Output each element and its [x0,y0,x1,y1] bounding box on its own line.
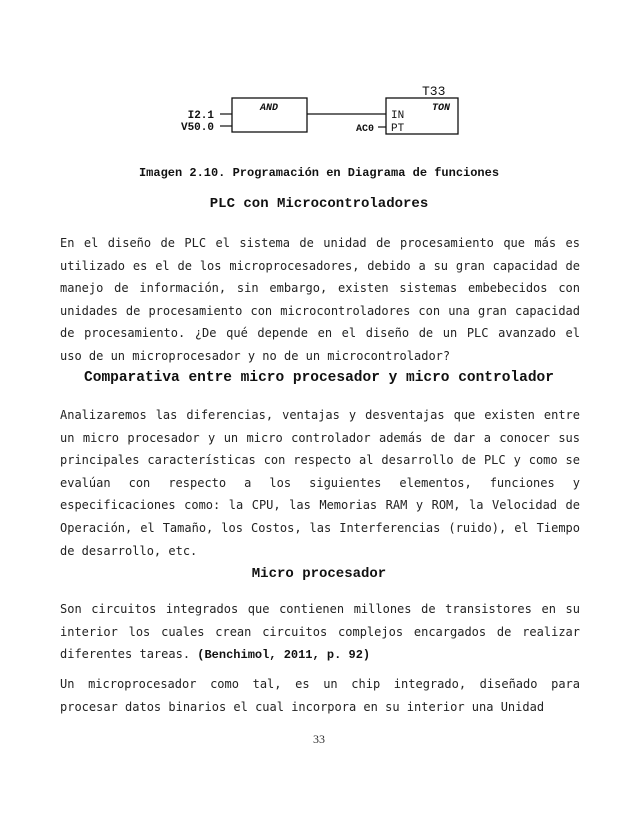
section-heading-plc-microcontroladores: PLC con Microcontroladores [209,196,429,212]
section-heading-micro-procesador: Micro procesador [251,566,387,582]
paragraph-plc-microcontroladores: En el diseño de PLC el sistema de unidad de procesamiento que más es utilizado es el de los microprocesadores, debido a su gran capacidad de manejo de información, sin embargo, existen sistemas embebecidos con unidades de procesamiento con microcontroladores con una gran capacidad de procesamiento. ¿De qué depende en el diseño de un PLC avanzado el uso de un microprocesador y no de un microcontrolador? [60,236,580,363]
and-block-label: AND [260,103,279,114]
citation: (Benchimol, 2011, p. 92) [197,648,371,663]
function-block-diagram [150,80,480,140]
input-v50-0: V50.0 [180,122,214,134]
page-number: 33 [313,732,325,746]
paragraph-comparativa: Analizaremos las diferencias, ventajas y desventajas que existen entre un micro procesador y un micro controlador además de dar a conocer sus principales características con respecto al desarrollo de PLC y como se evalúan con respecto a los siguientes elementos, funciones y especificaciones como: la CPU, las Memorias RAM y ROM, la Velocidad de Operación, el Tamaño, los Costos, las Interferencias (ruido), el Tiempo de desarrollo, etc. [60,408,580,558]
timer-pt-pin: PT [391,123,405,135]
input-i2-1: I2.1 [187,110,214,122]
section-heading-comparativa: Comparativa entre micro procesador y micro controlador [84,370,554,386]
timer-type: TON [432,103,451,114]
figure-caption: Imagen 2.10. Programación en Diagrama de funciones [138,166,500,180]
paragraph-text: Son circuitos integrados que contienen millones de transistores en su interior los cuales crean circuitos complejos encargados de realizar diferentes tareas. [60,602,580,662]
timer-name: T33 [422,84,446,99]
paragraph-microprocesador-chip: Un microprocesador como tal, es un chip integrado, diseñado para procesar datos binarios el cual incorpora en su interior una Unidad [60,677,580,714]
pt-value: AC0 [355,124,374,135]
paragraph-micro-procesador [60,598,580,667]
timer-in-pin: IN [391,110,405,122]
